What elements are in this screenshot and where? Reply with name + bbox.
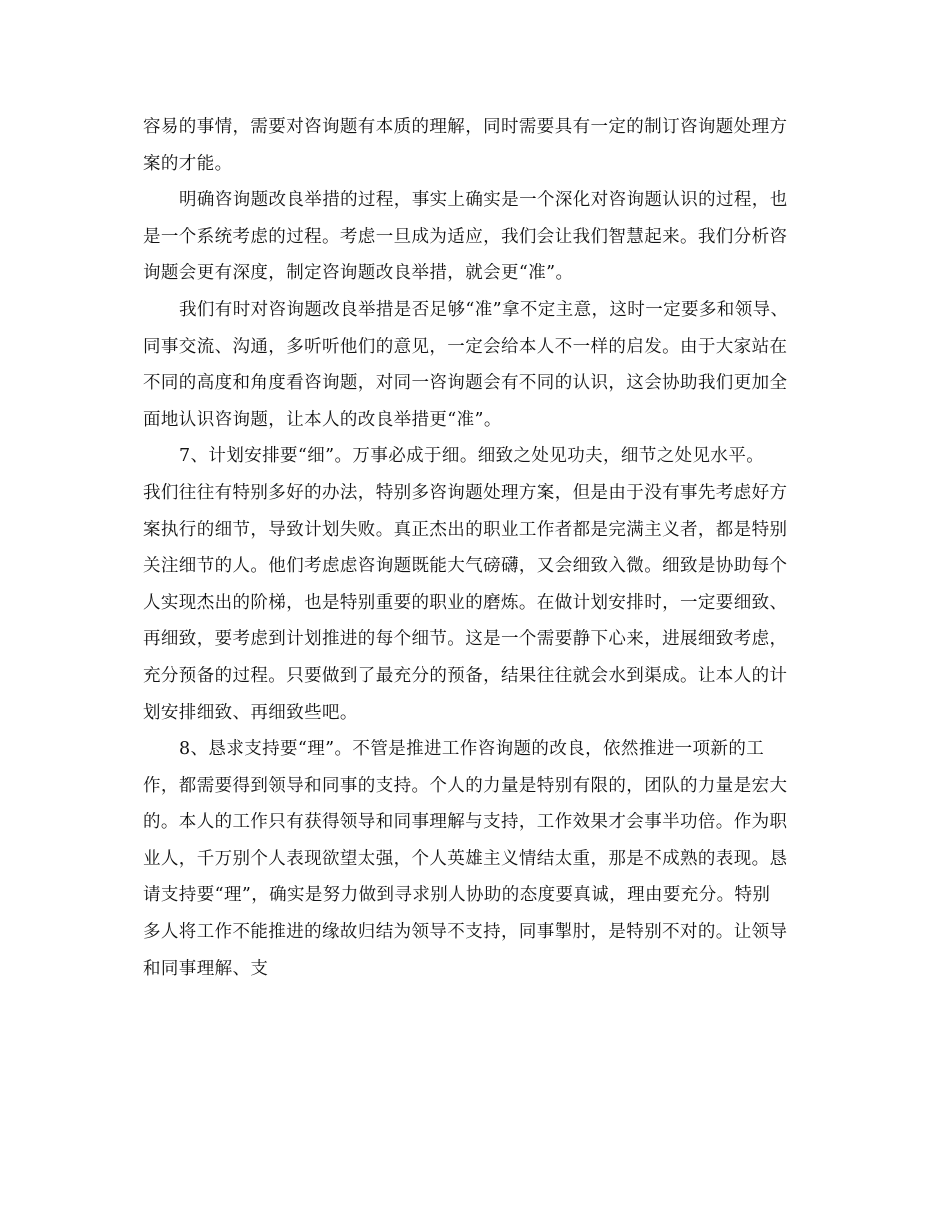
text-line: 案执行的细节，导致计划失败。真正杰出的职业工作者都是完满主义者，都是特别 <box>143 519 788 540</box>
text-line: 我们往往有特别多好的办法，特别多咨询题处理方案，但是由于没有事先考虑好方 <box>143 482 788 503</box>
text-line: 容易的事情，需要对咨询题有本质的理解，同时需要具有一定的制订咨询题处理方 <box>143 117 788 137</box>
document-body <box>143 109 833 987</box>
paragraph-start-line: 8、恳求支持要“理”。不管是推进工作咨询题的改良，依然推进一项新的工 <box>179 739 765 760</box>
text-line: 充分预备的过程。只要做到了最充分的预备，结果往往就会水到渠成。让本人的计 <box>143 665 788 686</box>
text-line: 案的才能。 <box>143 153 233 174</box>
text-line: 询题会更有深度，制定咨询题改良举措，就会更“准”。 <box>143 263 574 284</box>
text-line: 多人将工作不能推进的缘故归结为领导不支持，同事掣肘，是特别不对的。让领导 <box>143 922 788 943</box>
text-line: 请支持要“理”，确实是努力做到寻求别人协助的态度要真诚，理由要充分。特别 <box>143 885 771 906</box>
text-line: 不同的高度和角度看咨询题，对同一咨询题会有不同的认识，这会协助我们更加全 <box>143 373 788 394</box>
text-line: 划安排细致、再细致些吧。 <box>143 702 358 723</box>
text-line: 作，都需要得到领导和同事的支持。个人的力量是特别有限的，团队的力量是宏大 <box>143 775 788 796</box>
text-line: 和同事理解、支 <box>143 958 269 979</box>
text-line: 再细致，要考虑到计划推进的每个细节。这是一个需要静下心来，进展细致考虑， <box>143 629 788 650</box>
paragraph-start-line: 7、计划安排要“细”。万事必成于细。细致之处见功夫，细节之处见水平。 <box>179 446 765 467</box>
text-line: 的。本人的工作只有获得领导和同事理解与支持，工作效果才会事半功倍。作为职 <box>143 812 788 833</box>
text-line: 同事交流、沟通，多听听他们的意见，一定会给本人不一样的启发。由于大家站在 <box>143 336 788 357</box>
text-line: 业人，千万别个人表现欲望太强，个人英雄主义情结太重，那是不成熟的表现。恳 <box>143 848 788 869</box>
paragraph-start-line: 明确咨询题改良举措的过程，事实上确实是一个深化对咨询题认识的过程，也 <box>179 190 788 211</box>
text-line: 人实现杰出的阶梯，也是特别重要的职业的磨炼。在做计划安排时，一定要细致、 <box>143 592 788 613</box>
text-line: 关注细节的人。他们考虑虑咨询题既能大气磅礴，又会细致入微。细致是协助每个 <box>143 556 788 577</box>
text-line: 面地认识咨询题，让本人的改良举措更“准”。 <box>143 409 502 430</box>
text-line: 是一个系统考虑的过程。考虑一旦成为适应，我们会让我们智慧起来。我们分析咨 <box>143 226 788 247</box>
paragraph-start-line: 我们有时对咨询题改良举措是否足够“准”拿不定主意，这时一定要多和领导、 <box>179 299 789 320</box>
